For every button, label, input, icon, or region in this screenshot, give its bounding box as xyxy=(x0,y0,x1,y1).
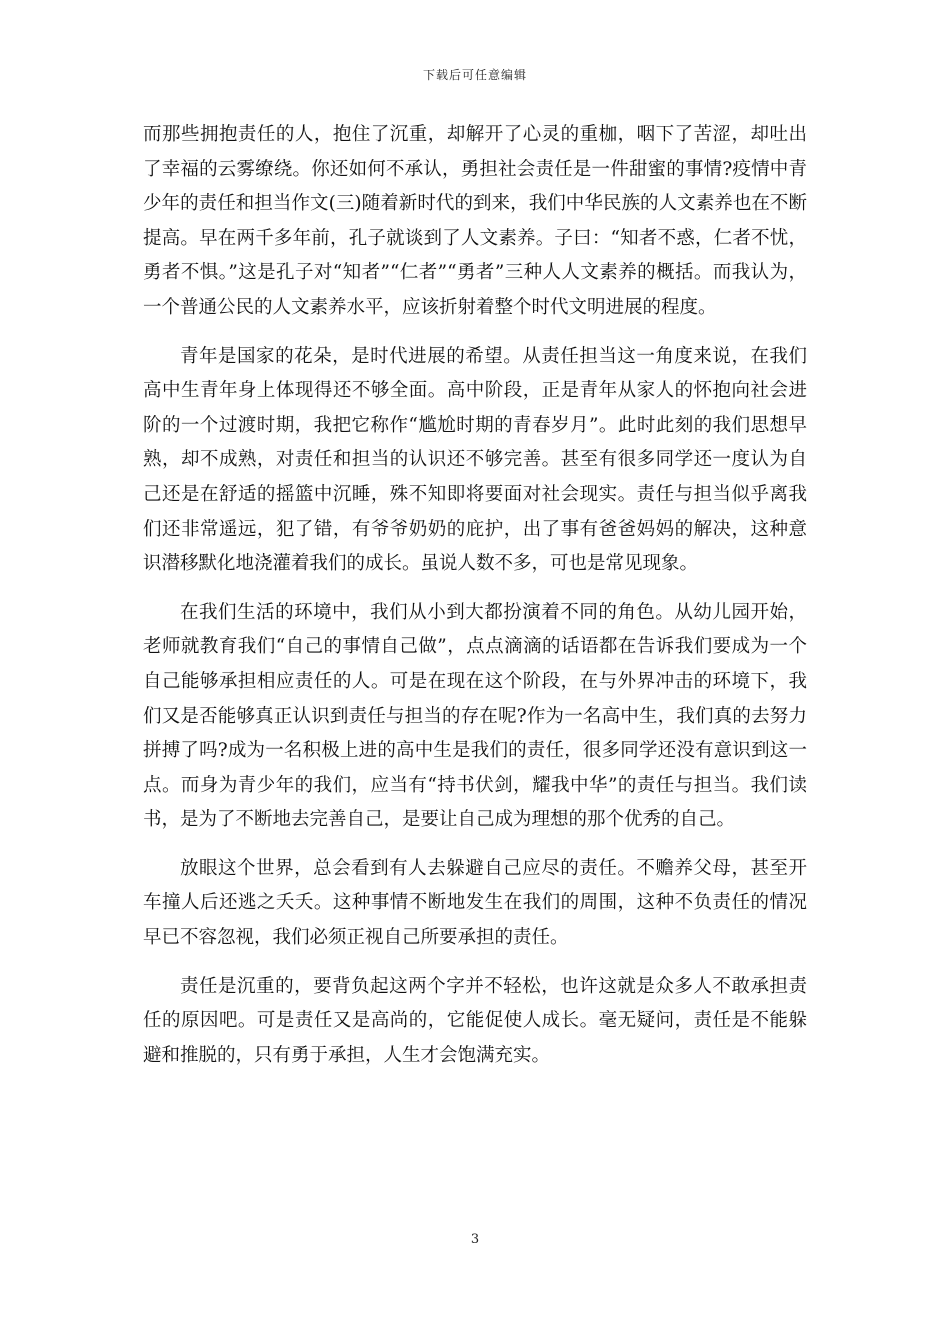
paragraph-1: 而那些拥抱责任的人，抱住了沉重，却解开了心灵的重枷，咽下了苦涩，却吐出了幸福的云雾缭绕。你还如何不承认，勇担社会责任是一件甜蜜的事情?疫情中青少年的责任和担当作文(三)随着新时代的到来，我们中华民族的人文素养也在不断提高。早在两千多年前，孔子就谈到了人文素养。子曰：“知者不惑，仁者不忧，勇者不惧。”这是孔子对“知者”“仁者”“勇者”三种人人文素养的概括。而我认为，一个普通公民的人文素养水平，应该折射着整个时代文明进展的程度。 xyxy=(143,124,807,318)
paragraph-4: 放眼这个世界，总会看到有人去躲避自己应尽的责任。不赡养父母，甚至开车撞人后还逃之夭夭。这种事情不断地发生在我们的周围，这种不负责任的情况早已不容忽视，我们必须正视自己所要承担的责任。 xyxy=(143,857,807,949)
paragraph-2: 青年是国家的花朵，是时代进展的希望。从责任担当这一角度来说，在我们高中生青年身上体现得还不够全面。高中阶段，正是青年从家人的怀抱向社会进阶的一个过渡时期，我把它称作“尴尬时期的青春岁月”。此时此刻的我们思想早熟，却不成熟，对责任和担当的认识还不够完善。甚至有很多同学还一度认为自己还是在舒适的摇篮中沉睡，殊不知即将要面对社会现实。责任与担当似乎离我们还非常遥远，犯了错，有爷爷奶奶的庇护，出了事有爸爸妈妈的解决，这种意识潜移默化地浇灌着我们的成长。虽说人数不多，可也是常见现象。 xyxy=(143,345,807,575)
page-number: 3 xyxy=(470,1232,480,1247)
paragraph-3: 在我们生活的环境中，我们从小到大都扮演着不同的角色。从幼儿园开始，老师就教育我们“自己的事情自己做”，点点滴滴的话语都在告诉我们要成为一个自己能够承担相应责任的人。可是在现在这个阶段，在与外界冲击的环境下，我们又是否能够真正认识到责任与担当的存在呢?作为一名高中生，我们真的去努力拼搏了吗?成为一名积极上进的高中生是我们的责任，很多同学还没有意识到这一点。而身为青少年的我们，应当有“持书伏剑，耀我中华”的责任与担当。我们读书，是为了不断地去完善自己，是要让自己成为理想的那个优秀的自己。 xyxy=(143,601,807,831)
document-body xyxy=(143,118,807,1087)
paragraph-5: 责任是沉重的，要背负起这两个字并不轻松，也许这就是众多人不敢承担责任的原因吧。可是责任又是高尚的，它能促使人成长。毫无疑问，责任是不能躲避和推脱的，只有勇于承担，人生才会饱满充实。 xyxy=(143,975,807,1066)
page-header: 下载后可任意编辑 xyxy=(422,68,527,82)
